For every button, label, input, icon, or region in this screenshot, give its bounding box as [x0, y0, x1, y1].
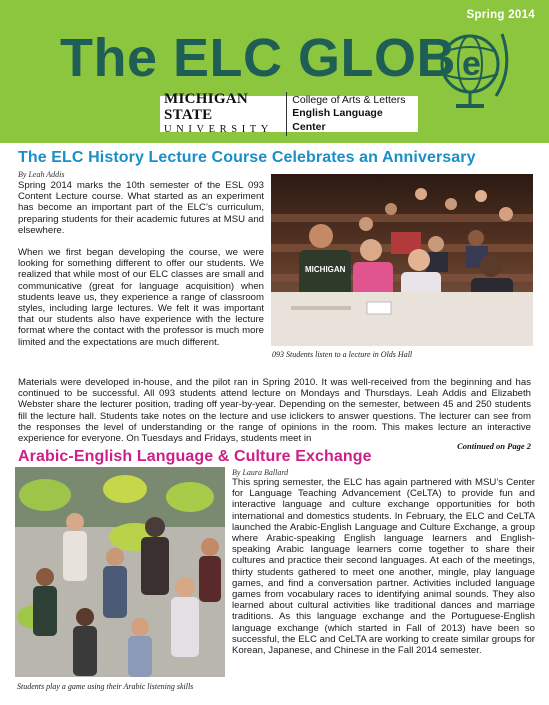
shirt-text: MICHIGAN — [305, 265, 346, 274]
college-name: College of Arts & Letters — [292, 94, 406, 107]
msu-wordmark-top: MICHIGAN STATE — [164, 91, 249, 124]
article1-paragraph: Materials were developed in-house, and the pilot ran in Spring 2010. It was well-received from the beginning and has continued to be successful. All 093 students attend lecture on Mondays and Thursdays. Leah Addis and Elizabeth Webster share the lecturer position, trading off year-by-year. Depending on the semester, between 45 and 250 students fill the lecture hall. Students take notes on the lecture and use iclickers to answer questions. The lecturer can see from the responses the level of understanding or the range of opinions in the room. This makes lecture an interactive experience for everyone. On Tuesdays and Fridays, students meet in — [18, 377, 531, 445]
article2-byline: By Laura Ballard — [232, 468, 289, 477]
newsletter-title: The ELC GLOB — [60, 28, 456, 88]
article1-column — [18, 180, 264, 348]
article2-paragraph: This spring semester, the ELC has again partnered with MSU’s Center for Language Teaching Advancement (CeLTA) to provide fun and interactive language and culture exchange opportunities for both international and domestics students. In February, the ELC and CeLTA launched the Arabic-English Language and Culture Exchange, a group where Arabic-speaking English language learners and English-speaking Arabic language learners come together to share their cultures and practice their second languages. At each of the meetings, thirty students gathered to meet one another, mingle, play language games, and find a conversation partner. Activities included language games from vocabulary races to identifying animal sounds. They also learned about cultural activities like traditional dances and marriage traditions. As this language exchange and the Portuguese-English language exchange (which started in Fall of 2013) have been so successful, the ELC and CeLTA are working to create similar groups for Korean, Japanese, and Chinese in the Fall 2014 semester. — [232, 477, 535, 657]
msu-logo — [160, 91, 418, 135]
continued-note: Continued on Page 2 — [457, 441, 531, 451]
article1-paragraph: Spring 2014 marks the 10th semester of the ESL 093 Content Lecture course. What started as an experiment has become an important part of the ELC’s curriculum, preparing students for their academic futures at MSU and elsewhere. — [18, 180, 264, 236]
exchange-photo — [15, 467, 225, 677]
lecture-photo-caption: 093 Students listen to a lecture in Olds Hall — [272, 350, 413, 359]
issue-date: Spring 2014 — [466, 9, 535, 21]
article2-column — [232, 477, 535, 656]
masthead-banner — [0, 0, 549, 143]
article1-headline: The ELC History Lecture Course Celebrates an Anniversary — [18, 149, 476, 166]
article2-headline: Arabic-English Language & Culture Exchange — [18, 448, 372, 465]
article1-fullwidth-text — [18, 377, 531, 444]
msu-wordmark-bottom: UNIVERSITY — [164, 123, 273, 135]
article1-paragraph: When we first began developing the course, we were looking for something different to offer our students. We realized that while most of our ELC classes are small and communicative (great for language acquisition) when students leave us, they experience a range of classroom styles, including large lectures. We felt it was important that our students also have experience with the lecture format where the contact with the professor is much more limited and the expectations are much different. — [18, 247, 264, 348]
article1-byline: By Leah Addis — [18, 170, 65, 179]
exchange-photo-caption: Students play a game using their Arabic listening skills — [17, 682, 194, 691]
globe-e-icon — [432, 22, 512, 114]
center-name: English Language Center — [292, 107, 383, 133]
lecture-hall-photo — [271, 174, 533, 346]
globe-letter: e — [462, 45, 481, 83]
